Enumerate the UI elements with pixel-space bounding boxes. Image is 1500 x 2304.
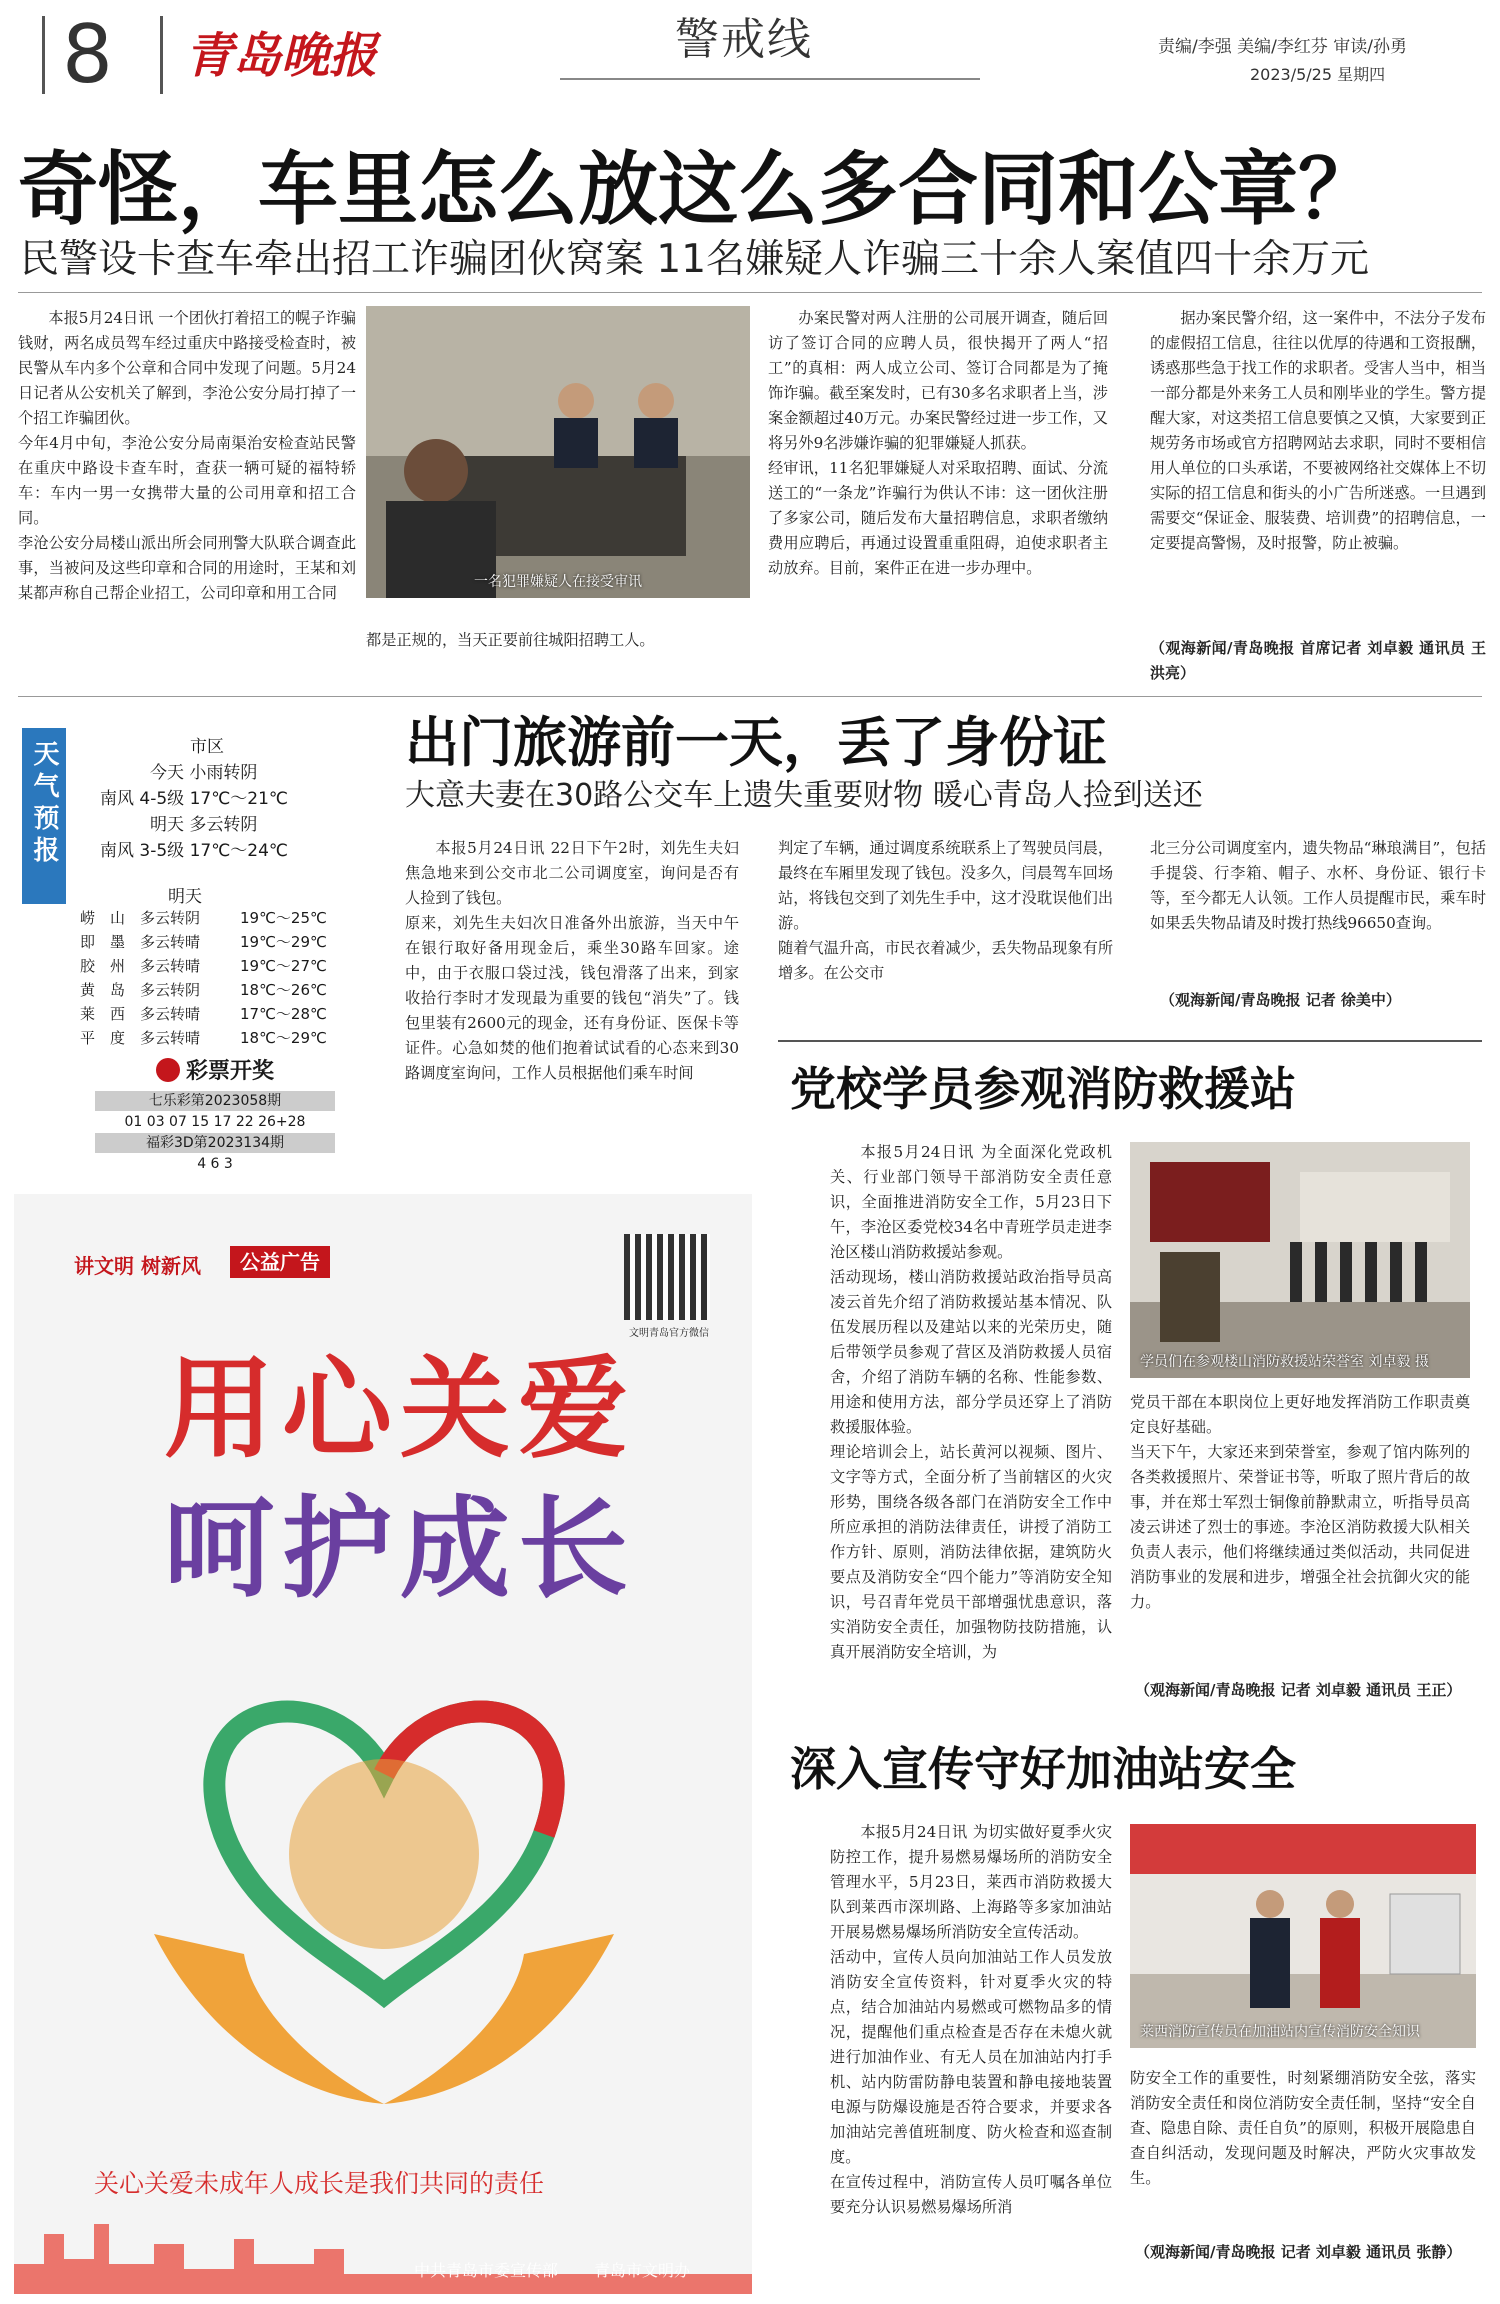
qlc-numbers: 01 03 07 15 17 22 26+28 [124, 1114, 306, 1130]
fc3d-numbers: 4 6 3 [197, 1156, 233, 1172]
weather-label-box [22, 728, 66, 904]
article3-byline: （观海新闻/青岛晚报 记者 刘卓毅 通讯员 王正） [1135, 1681, 1462, 1699]
ad-slogan: 关心关爱未成年人成长是我们共同的责任 [94, 2169, 545, 2198]
weather-city: 市区 [190, 737, 224, 757]
ad-title-line1: 用心关爱 [164, 1345, 636, 1473]
ad-sponsor-propaganda: 中共青岛市委宣传部 [414, 2261, 559, 2280]
masthead [0, 0, 1500, 108]
gas-station-photo [1130, 1824, 1476, 2048]
newspaper-logo: 青岛晚报 [185, 28, 378, 84]
weather-today-detail: 南风 4-5级 17℃～21℃ [100, 789, 289, 809]
interrogation-photo [366, 306, 750, 598]
article1-photo [366, 306, 750, 598]
weather-label: 天气预报 [29, 740, 59, 868]
ad-sponsor-civility: 青岛市文明办 [594, 2261, 691, 2280]
lottery-icon [156, 1058, 180, 1082]
weather-district-table [80, 906, 350, 1050]
article3-photo [1130, 1142, 1470, 1378]
weather-tomorrow: 明天 多云转阴 [150, 815, 258, 835]
article1-headline: 奇怪，车里怎么放这么多合同和公章？ [18, 143, 1378, 236]
article1-column1: 本报5月24日讯 一个团伙打着招工的幌子诈骗钱财，两名成员驾车经过重庆中路接受检查时，被民警从车内多个公章和合同中发现了问题。5月24日记者从公安机关了解到，李沧公安分局打掉了一个招工诈骗团伙。 今年4月中旬，李沧公安分局南渠治安检查站民警在重庆中路设卡查车时，查获一辆可疑的福特轿车：车内一男一女携带大量的公司用章和招工合同。 李沧公安分局楼山派出所会同刑警大队联合调查此事，当被问及这些印章和合同的用途时，王某和刘某都声称自己帮企业招工，公司印章和用工合同 [18, 309, 356, 602]
article2-headline: 出门旅游前一天，丢了身份证 [405, 711, 1107, 774]
caring-hands-heart [134, 1634, 634, 2154]
editor-credits: 责编/李强 美编/李红芬 审读/孙勇 [1158, 37, 1407, 57]
issue-date: 2023/5/25 星期四 [1250, 65, 1386, 84]
article3-column1: 本报5月24日讯 为全面深化党政机关、行业部门领导干部消防安全责任意识，全面推进消防安全工作，5月23日下午，李沧区委党校34名中青班学员走进李沧区楼山消防救援站参观。 活动现场，楼山消防救援站政治指导员高凌云首先介绍了消防救援站基本情况、队伍发展历程以及建站以来的光荣历史，随后带领学员参观了营区及消防救援人员宿舍，介绍了消防车辆的名称、性能参数、用途和使用方法，部分学员还穿上了消防救援服体验。 理论培训会上，站长黄河以视频、图片、文字等方式，全面分析了当前辖区的火灾形势，围绕各级各部门在消防安全工作中所应承担的消防法律责任，讲授了消防工作方针、原则，消防法律依据，建筑防火要点及消防安全“四个能力”等消防安全知识，号召青年党员干部增强忧患意识，落实消防安全责任，加强物防技防措施，认真开展消防安全培训，为 [830, 1143, 1112, 1661]
article3-headline: 党校学员参观消防救援站 [790, 1062, 1296, 1116]
ad-tag-psa: 公益广告 [230, 1246, 330, 1278]
district-row: 黄 岛 多云转阴 18℃～26℃ [80, 981, 327, 999]
article2-column2: 判定了车辆，通过调度系统联系上了驾驶员闫晨，最终在车厢里发现了钱包。没多久，闫晨驾车回场站，将钱包交到了刘先生手中，这才没耽误他们出游。 随着气温升高，市民衣着减少，丢失物品现象有所增多。在公交市 [778, 839, 1113, 982]
article1-photo-caption: 一名犯罪嫌疑人在接受审讯 [474, 574, 642, 590]
fc3d-label: 福彩3D第2023134期 [95, 1133, 335, 1153]
article4-byline: （观海新闻/青岛晚报 记者 刘卓毅 通讯员 张静） [1135, 2243, 1462, 2261]
article4-photo [1130, 1824, 1476, 2048]
qr-code [624, 1234, 710, 1320]
article1-column3: 办案民警对两人注册的公司展开调查，随后回访了签订合同的应聘人员，很快揭开了两人“招工”的真相：两人成立公司、签订合同都是为了掩饰诈骗。截至案发时，已有30多名求职者上当，涉案金额超过40万元。办案民警经过进一步工作，又将另外9名涉嫌诈骗的犯罪嫌疑人抓获。 经审讯，11名犯罪嫌疑人对采取招聘、面试、分流送工的“一条龙”诈骗行为供认不讳：这一团伙注册了多家公司，随后发布大量招聘信息，求职者缴纳费用应聘后，再通过设置重重阻碍，迫使求职者主动放弃。目前，案件正在进一步办理中。 [768, 309, 1108, 577]
article4-column1: 本报5月24日讯 为切实做好夏季火灾防控工作，提升易燃易爆场所的消防安全管理水平，5月23日，莱西市消防救援大队到莱西市深圳路、上海路等多家加油站开展易燃易爆场所消防安全宣传活动。 活动中，宣传人员向加油站工作人员发放消防安全宣传资料，针对夏季火灾的特点，结合加油站内易燃或可燃物品多的情况，提醒他们重点检查是否存在未熄火就进行加油作业、有无人员在加油站内打手机、站内防雷防静电装置和静电接地装置电源与防爆设施是否符合要求，并要求各加油站完善值班制度、防火检查和巡查制度。 在宣传过程中，消防宣传人员叮嘱各单位要充分认识易燃易爆场所消 [830, 1823, 1112, 2216]
article2-column1: 本报5月24日讯 22日下午2时，刘先生夫妇焦急地来到公交市北二公司调度室，询问是否有人捡到了钱包。 原来，刘先生夫妇次日准备外出旅游，当天中午在银行取好备用现金后，乘坐30路车回家。途中，由于衣服口袋过浅，钱包滑落了出来，到家收拾行李时才发现最为重要的钱包“消失”了。钱包里装有2600元的现金，还有身份证、医保卡等证件。心急如焚的他们抱着试试看的心态来到30路调度室询问，工作人员根据他们乘车时间 [405, 839, 739, 1082]
article2-byline: （观海新闻/青岛晚报 记者 徐美中） [1160, 991, 1401, 1009]
article3-column2: 党员干部在本职岗位上更好地发挥消防工作职责奠定良好基础。 当天下午，大家还来到荣誉室，参观了馆内陈列的各类救援照片、荣誉证书等，听取了照片背后的故事，并在郑士军烈士铜像前静默肃立，听指导员高凌云讲述了烈士的事迹。李沧区消防救援大队相关负责人表示，他们将继续通过类似活动，共同促进消防事业的发展和进步，增强全社会抗御火灾的能力。 [1130, 1393, 1470, 1611]
district-row: 平 度 多云转晴 18℃～29℃ [80, 1029, 327, 1047]
qlc-label: 七乐彩第2023058期 [95, 1091, 335, 1111]
weather-tomorrow-detail: 南风 3-5级 17℃～24℃ [100, 841, 289, 861]
page-number: 8 [62, 8, 113, 101]
district-row: 崂 山 多云转阴 19℃～25℃ [80, 909, 327, 927]
article1-column4: 据办案民警介绍，这一案件中，不法分子发布的虚假招工信息，往往以优厚的待遇和工资报酬，诱惑那些急于找工作的求职者。受害人当中，相当一部分都是外来务工人员和刚毕业的学生。警方提醒大家，对这类招工信息要慎之又慎，大家要到正规劳务市场或官方招聘网站去求职，同时不要相信用人单位的口头承诺，不要被网络社交媒体上不切实际的招工信息和街头的小广告所迷惑。一旦遇到需要交“保证金、服装费、培训费”的招聘信息，一定要提高警惕，及时报警，防止被骗。 [1150, 309, 1486, 552]
article1-byline: （观海新闻/青岛晚报 首席记者 刘卓毅 通讯员 王洪亮） [1150, 639, 1486, 682]
article2-column3: 北三分公司调度室内，遗失物品“琳琅满目”，包括手提袋、行李箱、帽子、水杯、身份证、银行卡等，至今都无人认领。工作人员提醒市民，乘车时如果丢失物品请及时拨打热线96650查询。 [1150, 839, 1486, 932]
ad-tag-civility: 讲文明 树新风 [74, 1254, 201, 1278]
fire-station-photo [1130, 1142, 1470, 1378]
district-row: 胶 州 多云转晴 19℃～27℃ [80, 957, 327, 975]
lottery-box [95, 1054, 335, 1174]
article1-column2-bottom: 都是正规的，当天正要前往城阳招聘工人。 [366, 631, 655, 649]
article4-photo-caption: 莱西消防宣传员在加油站内宣传消防安全知识 [1140, 2024, 1420, 2040]
article2-subheadline: 大意夫妻在30路公交车上遗失重要财物 暖心青岛人捡到送还 [405, 778, 1203, 813]
ad-title-line2: 呵护成长 [164, 1485, 636, 1613]
district-row: 莱 西 多云转晴 17℃～28℃ [80, 1005, 327, 1023]
public-service-ad [14, 1194, 752, 2294]
article3-photo-caption: 学员们在参观楼山消防救援站荣誉室 刘卓毅 摄 [1140, 1354, 1429, 1370]
section-name: 警戒线 [675, 14, 813, 65]
weather-today: 今天 小雨转阴 [150, 763, 258, 783]
article4-column2: 防安全工作的重要性，时刻紧绷消防安全弦，落实消防安全责任和岗位消防安全责任制，坚持“安全自查、隐患自除、责任自负”的原则，积极开展隐患自查自纠活动，发现问题及时解决，严防火灾事故发生。 [1130, 2069, 1476, 2187]
district-row: 即 墨 多云转晴 19℃～29℃ [80, 933, 327, 951]
weather-districts-title: 明天 [168, 887, 202, 907]
article1-subheadline: 民警设卡查车牵出招工诈骗团伙窝案 11名嫌疑人诈骗三十余人案值四十余万元 [20, 237, 1370, 282]
lottery-title: 彩票开奖 [185, 1059, 274, 1084]
article4-headline: 深入宣传守好加油站安全 [790, 1742, 1296, 1796]
qr-caption: 文明青岛官方微信 [629, 1328, 709, 1339]
